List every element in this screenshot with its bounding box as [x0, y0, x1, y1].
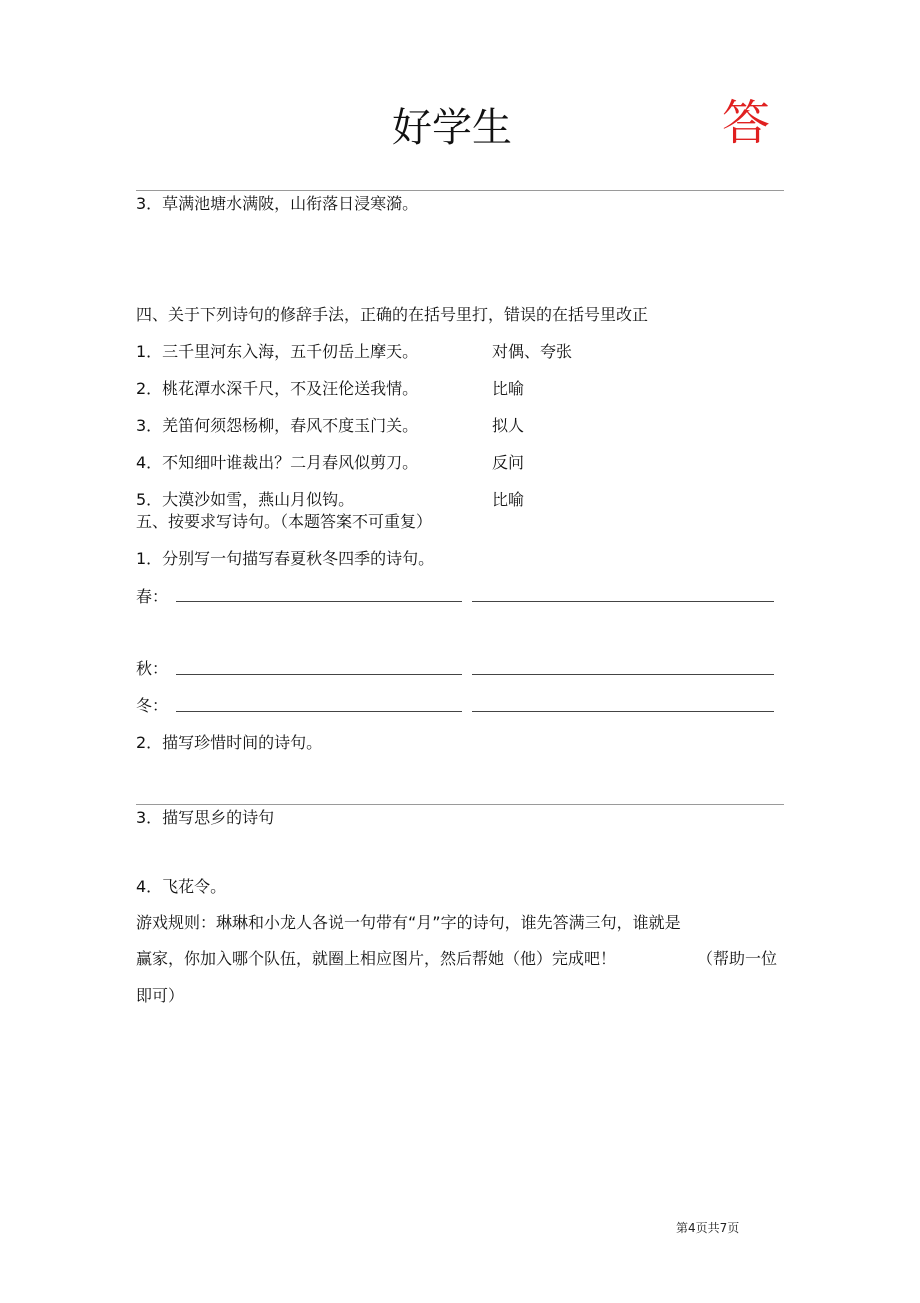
blank-winter-1[interactable] — [176, 711, 462, 712]
s4-item-5-text: 5．大漠沙如雪，燕山月似钩。 — [136, 490, 355, 509]
divider-middle — [136, 804, 784, 805]
divider-top — [136, 190, 784, 191]
s4-item-1-answer: 对偶、夸张 — [492, 342, 573, 361]
s5-question-1: 1．分别写一句描写春夏秋冬四季的诗句。 — [136, 549, 435, 568]
game-rules-line-2: 赢家，你加入哪个队伍，就圈上相应图片，然后帮她（他）完成吧！ — [136, 949, 617, 968]
s4-item-3-text: 3．羌笛何须怨杨柳，春风不度玉门关。 — [136, 416, 419, 435]
s4-item-2-text: 2．桃花潭水深千尺，不及汪伦送我情。 — [136, 379, 419, 398]
section-5-heading: 五、按要求写诗句。（本题答案不可重复） — [136, 512, 433, 531]
s5-question-2: 2．描写珍惜时间的诗句。 — [136, 733, 323, 752]
season-label-autumn: 秋： — [136, 659, 169, 678]
page-title: 好学生 — [392, 105, 512, 151]
s4-item-5-answer: 比喻 — [492, 490, 525, 509]
game-rules-note: （帮助一位 — [697, 949, 778, 968]
game-rules-line-3: 即可） — [136, 986, 185, 1005]
blank-spring-1[interactable] — [176, 601, 462, 602]
blank-autumn-2[interactable] — [472, 674, 774, 675]
game-rules-line-1: 游戏规则：琳琳和小龙人各说一句带有“月”字的诗句，谁先答满三句，谁就是 — [136, 913, 681, 932]
blank-winter-2[interactable] — [472, 711, 774, 712]
s4-item-4-text: 4．不知细叶谁裁出？二月春风似剪刀。 — [136, 453, 419, 472]
s4-item-2-answer: 比喻 — [492, 379, 525, 398]
season-label-winter: 冬： — [136, 696, 169, 715]
s4-item-4-answer: 反问 — [492, 453, 525, 472]
blank-spring-2[interactable] — [472, 601, 774, 602]
blank-autumn-1[interactable] — [176, 674, 462, 675]
season-label-spring: 春： — [136, 587, 169, 606]
page-number: 第4页共7页 — [676, 1221, 740, 1235]
s4-item-1-text: 1．三千里河东入海，五千仞岳上摩天。 — [136, 342, 419, 361]
s4-item-3-answer: 拟人 — [492, 416, 525, 435]
poem-line-3: 3．草满池塘水满陂，山衔落日浸寒漪。 — [136, 194, 419, 213]
s5-question-3: 3．描写思乡的诗句 — [136, 808, 275, 827]
answer-mark: 答 — [722, 95, 771, 151]
section-4-heading: 四、关于下列诗句的修辞手法，正确的在括号里打，错误的在括号里改正 — [136, 305, 649, 324]
s5-question-4: 4．飞花令。 — [136, 877, 227, 896]
